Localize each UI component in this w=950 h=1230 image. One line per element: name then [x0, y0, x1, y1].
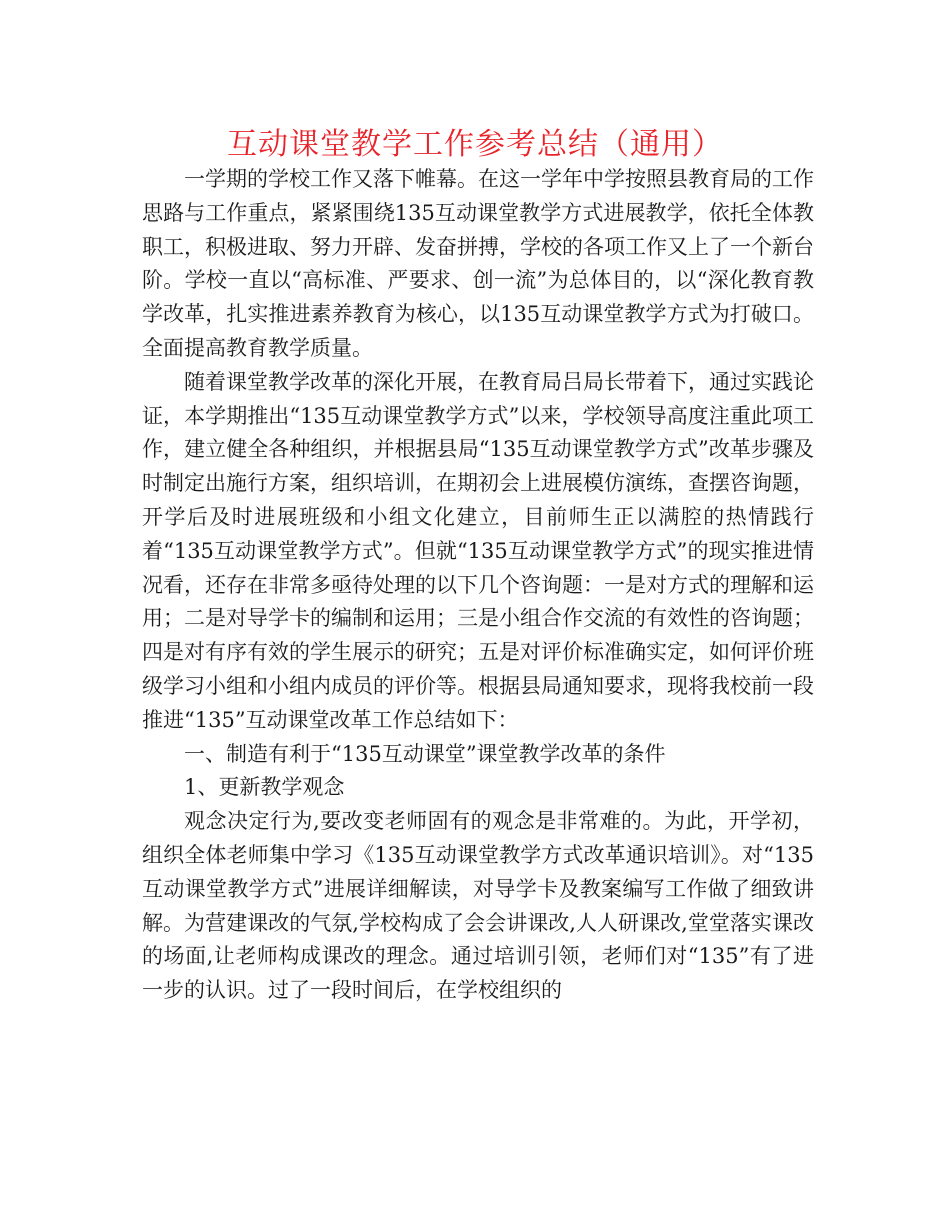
document-title: 互动课堂教学工作参考总结（通用） — [227, 127, 723, 162]
section-heading-1: 一、制造有利于“135互动课堂”课堂教学改革的条件 — [184, 741, 666, 766]
document-body — [142, 163, 814, 1008]
paragraph-reform-progress: 随着课堂教学改革的深化开展，在教育局吕局长带着下，通过实践论证，本学期推出“135互动课堂教学方式”以来，学校领导高度注重此项工作，建立健全各种组织，并根据县局“135互动课堂教学方式”改革步骤及时制定出施行方案，组织培训，在期初会上进展模仿演练，查摆咨询题，开学后及时进展班级和小组文化建立，目前师生正以满腔的热情践行着“135互动课堂教学方式”。但就“135互动课堂教学方式”的现实推进情况看，还存在非常多亟待处理的以下几个咨询题：一是对方式的理解和运用；二是对导学卡的编制和运用；三是小组合作交流的有效性的咨询题；四是对有序有效的学生展示的研究；五是对评价标准确实定，如何评价班级学习小组和小组内成员的评价等。根据县局通知要求，现将我校前一段推进“135”互动课堂改革工作总结如下： — [142, 369, 814, 732]
paragraph-concept-update: 观念决定行为,要改变老师固有的观念是非常难的。为此，开学初，组织全体老师集中学习《135互动课堂教学方式改革通识培训》。对“135互动课堂教学方式”进展详细解读，对导学卡及教案编写工作做了细致讲解。为营建课改的气氛,学校构成了会会讲课改,人人研课改,堂堂落实课改的场面,让老师构成课改的理念。通过培训引领，老师们对“135”有了进一步的认识。过了一段时间后，在学校组织的 — [142, 809, 814, 1003]
subsection-heading-1-1: 1、更新教学观念 — [184, 775, 345, 800]
paragraph-intro: 一学期的学校工作又落下帷幕。在这一学年中学按照县教育局的工作思路与工作重点，紧紧围绕135互动课堂教学方式进展教学，依托全体教职工，积极进取、努力开辟、发奋拼搏，学校的各项工作又上了一个新台阶。学校一直以“高标准、严要求、创一流”为总体目的，以“深化教育教学改革，扎实推进素养教育为核心，以135互动课堂教学方式为打破口。全面提高教育教学质量。 — [142, 167, 814, 360]
